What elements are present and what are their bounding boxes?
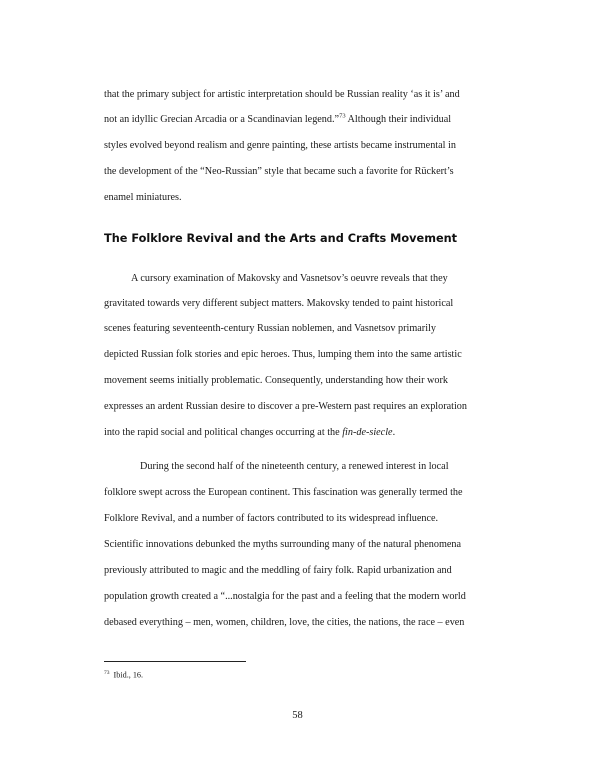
paragraph-3-line-7: debased everything – men, women, children, love, the cities, the nations, the race – even bbox=[104, 617, 465, 628]
footnote-number: 73 bbox=[104, 670, 110, 676]
paragraph-1-line-2-continuation: Although their individual bbox=[345, 114, 452, 125]
footnote bbox=[104, 668, 143, 681]
paragraph-2-line-5: movement seems initially problematic. Consequently, understanding how their work bbox=[104, 375, 448, 386]
paragraph-3-line-5: previously attributed to magic and the meddling of fairy folk. Rapid urbanization and bbox=[104, 565, 452, 576]
paragraph-2-line-3: scenes featuring seventeenth-century Russian noblemen, and Vasnetsov primarily bbox=[104, 323, 436, 334]
paragraph-2-line-4: depicted Russian folk stories and epic heroes. Thus, lumping them into the same artistic bbox=[104, 349, 462, 360]
paragraph-2-line-6: expresses an ardent Russian desire to discover a pre-Western past requires an exploration bbox=[104, 401, 467, 412]
paragraph-3-line-1: During the second half of the nineteenth century, a renewed interest in local bbox=[140, 461, 449, 472]
footnote-separator bbox=[104, 661, 246, 662]
paragraph-2-line-7-text: into the rapid social and political changes occurring at the bbox=[104, 427, 343, 438]
paragraph-1-line-2 bbox=[104, 113, 534, 127]
paragraph-3-line-3: Folklore Revival, and a number of factors contributed to its widespread influence. bbox=[104, 513, 439, 524]
paragraph-3-line-6: population growth created a “...nostalgia for the past and a feeling that the modern world bbox=[104, 591, 466, 602]
page-number: 58 bbox=[292, 710, 303, 721]
paragraph-1-line-4: the development of the “Neo-Russian” style that became such a favorite for Rückert’s bbox=[104, 166, 454, 177]
paragraph-3-line-4: Scientific innovations debunked the myths surrounding many of the natural phenomena bbox=[104, 539, 462, 550]
italic-term-fin-de-siecle: fin-de-siecle bbox=[342, 427, 393, 438]
paragraph-2-line-7-end: . bbox=[392, 427, 396, 438]
paragraph-3-line-2: folklore swept across the European continent. This fascination was generally termed the bbox=[104, 487, 463, 498]
paragraph-2-line-7 bbox=[104, 426, 534, 440]
footnote-text: Ibid., 16. bbox=[113, 670, 144, 680]
paragraph-1-line-2-text: not an idyllic Grecian Arcadia or a Scandinavian legend.” bbox=[104, 114, 340, 125]
footnote-reference-marker: 73 bbox=[339, 112, 346, 120]
paragraph-2-line-2: gravitated towards very different subject matters. Makovsky tended to paint historical bbox=[104, 298, 454, 309]
paragraph-1-line-1: that the primary subject for artistic interpretation should be Russian reality ‘as it is’ and bbox=[104, 89, 460, 100]
section-heading: The Folklore Revival and the Arts and Crafts Movement bbox=[104, 232, 458, 245]
paragraph-1-line-5: enamel miniatures. bbox=[104, 192, 182, 203]
paragraph-1-line-3: styles evolved beyond realism and genre painting, these artists became instrumental in bbox=[104, 140, 456, 151]
paragraph-2-line-1: A cursory examination of Makovsky and Vasnetsov’s oeuvre reveals that they bbox=[131, 273, 448, 284]
